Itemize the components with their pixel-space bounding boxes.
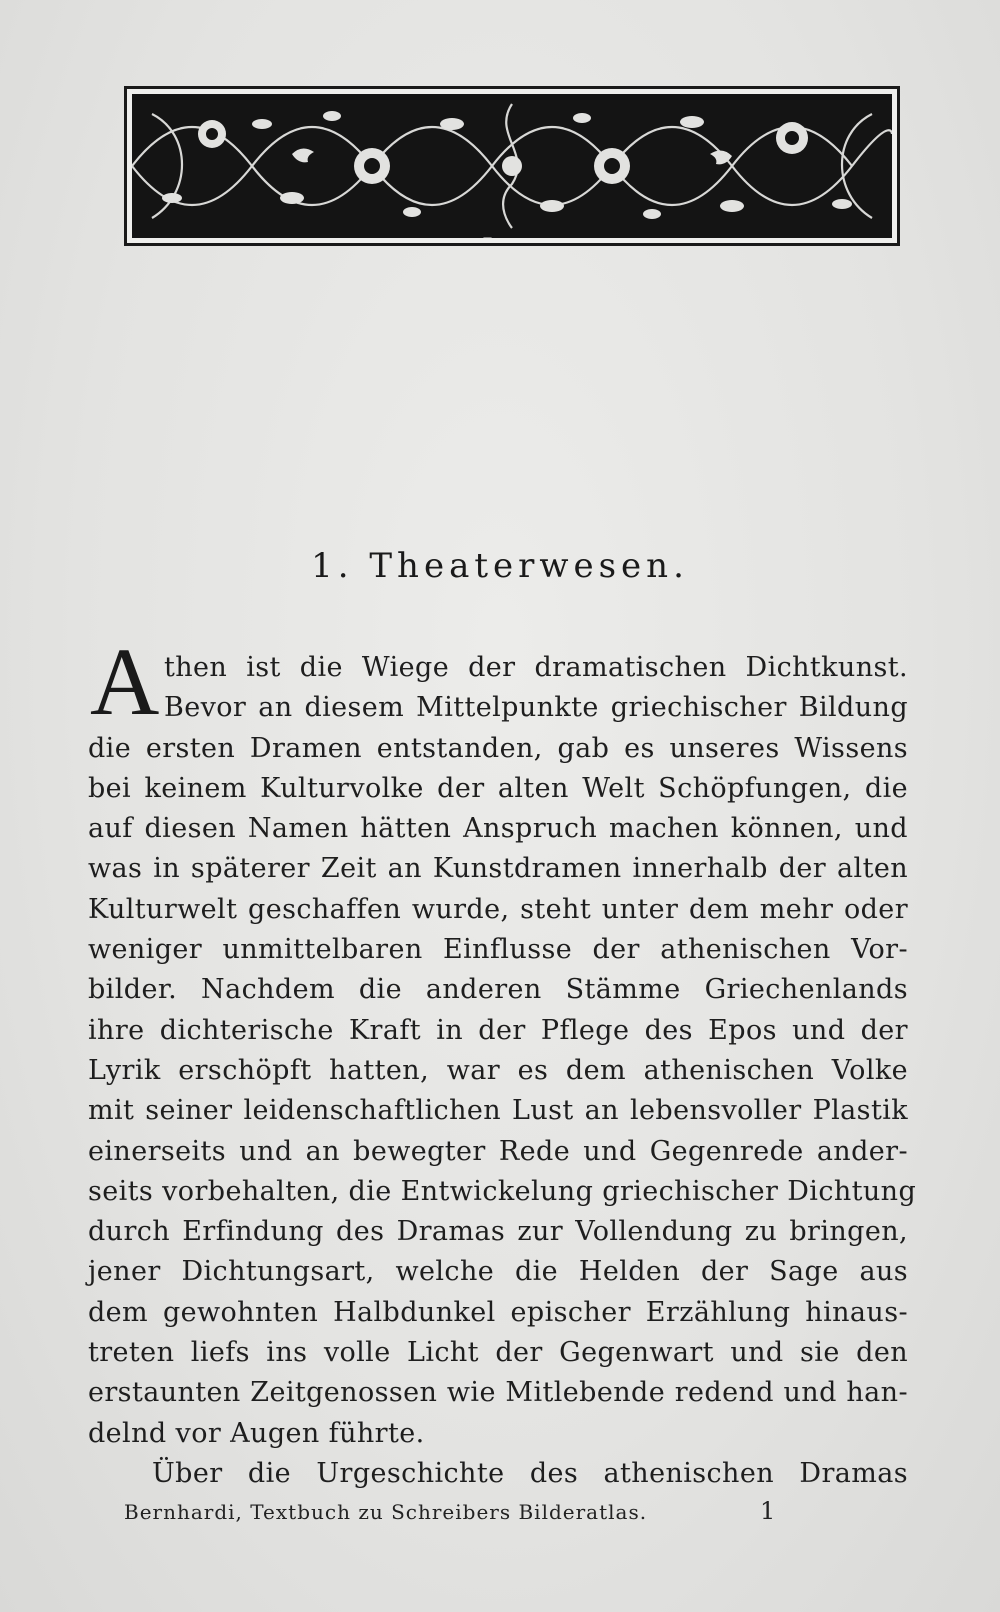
text-line: seits vorbehalten, die Entwickelung griechischer Dichtung xyxy=(88,1175,917,1207)
text-line: treten liefs ins volle Licht der Gegenwart und sie den xyxy=(88,1337,908,1369)
text-line: Bevor an diesem Mittelpunkte griechischer Bildung xyxy=(164,692,908,724)
ornamental-header-band xyxy=(124,86,900,246)
text-line: bilder. Nachdem die anderen Stämme Griechenlands xyxy=(88,974,908,1006)
text-line: die ersten Dramen entstanden, gab es unseres Wissens xyxy=(88,732,908,764)
text-line: weniger unmittelbaren Einflusse der athenischen Vor- xyxy=(88,934,908,966)
text-line: was in späterer Zeit an Kunstdramen innerhalb der alten xyxy=(88,853,908,885)
text-line: Kulturwelt geschaffen wurde, steht unter dem mehr oder xyxy=(88,893,908,925)
footer-signature: Bernhardi, Textbuch zu Schreibers Bilderatlas. xyxy=(124,1500,648,1524)
chapter-heading xyxy=(0,546,1000,586)
text-line: Lyrik erschöpft hatten, war es dem athenischen Volke xyxy=(88,1054,908,1086)
text-line: jener Dichtungsart, welche die Helden der Sage aus xyxy=(88,1256,908,1288)
text-line: ihre dichterische Kraft in der Pflege des Epos und der xyxy=(88,1014,908,1046)
drop-cap: A xyxy=(90,628,160,735)
text-line: durch Erfindung des Dramas zur Vollendung zu bringen, xyxy=(88,1216,908,1248)
page-number: 1 xyxy=(760,1497,776,1525)
engraver-signature: — xyxy=(483,233,493,243)
chapter-number: 1. xyxy=(311,546,354,586)
text-line: erstaunten Zeitgenossen wie Mitlebende redend und han- xyxy=(88,1377,908,1409)
text-line: bei keinem Kulturvolke der alten Welt Schöpfungen, die xyxy=(88,772,908,804)
text-line: mit seiner leidenschaftlichen Lust an lebensvoller Plastik xyxy=(88,1095,908,1127)
text-line: Über die Urgeschichte des athenischen Dramas xyxy=(152,1457,908,1489)
text-line: dem gewohnten Halbdunkel epischer Erzählung hinaus- xyxy=(88,1296,908,1328)
text-line: then ist die Wiege der dramatischen Dichtkunst. xyxy=(164,652,908,683)
text-line: delnd vor Augen führte. xyxy=(88,1417,425,1449)
chapter-title: Theaterwesen. xyxy=(369,546,689,586)
floral-ornament-icon xyxy=(132,94,892,238)
body-text xyxy=(88,628,917,1494)
text-line: einerseits und an bewegter Rede und Gegenrede ander- xyxy=(88,1135,908,1167)
text-line: auf diesen Namen hätten Anspruch machen können, und xyxy=(88,813,908,845)
